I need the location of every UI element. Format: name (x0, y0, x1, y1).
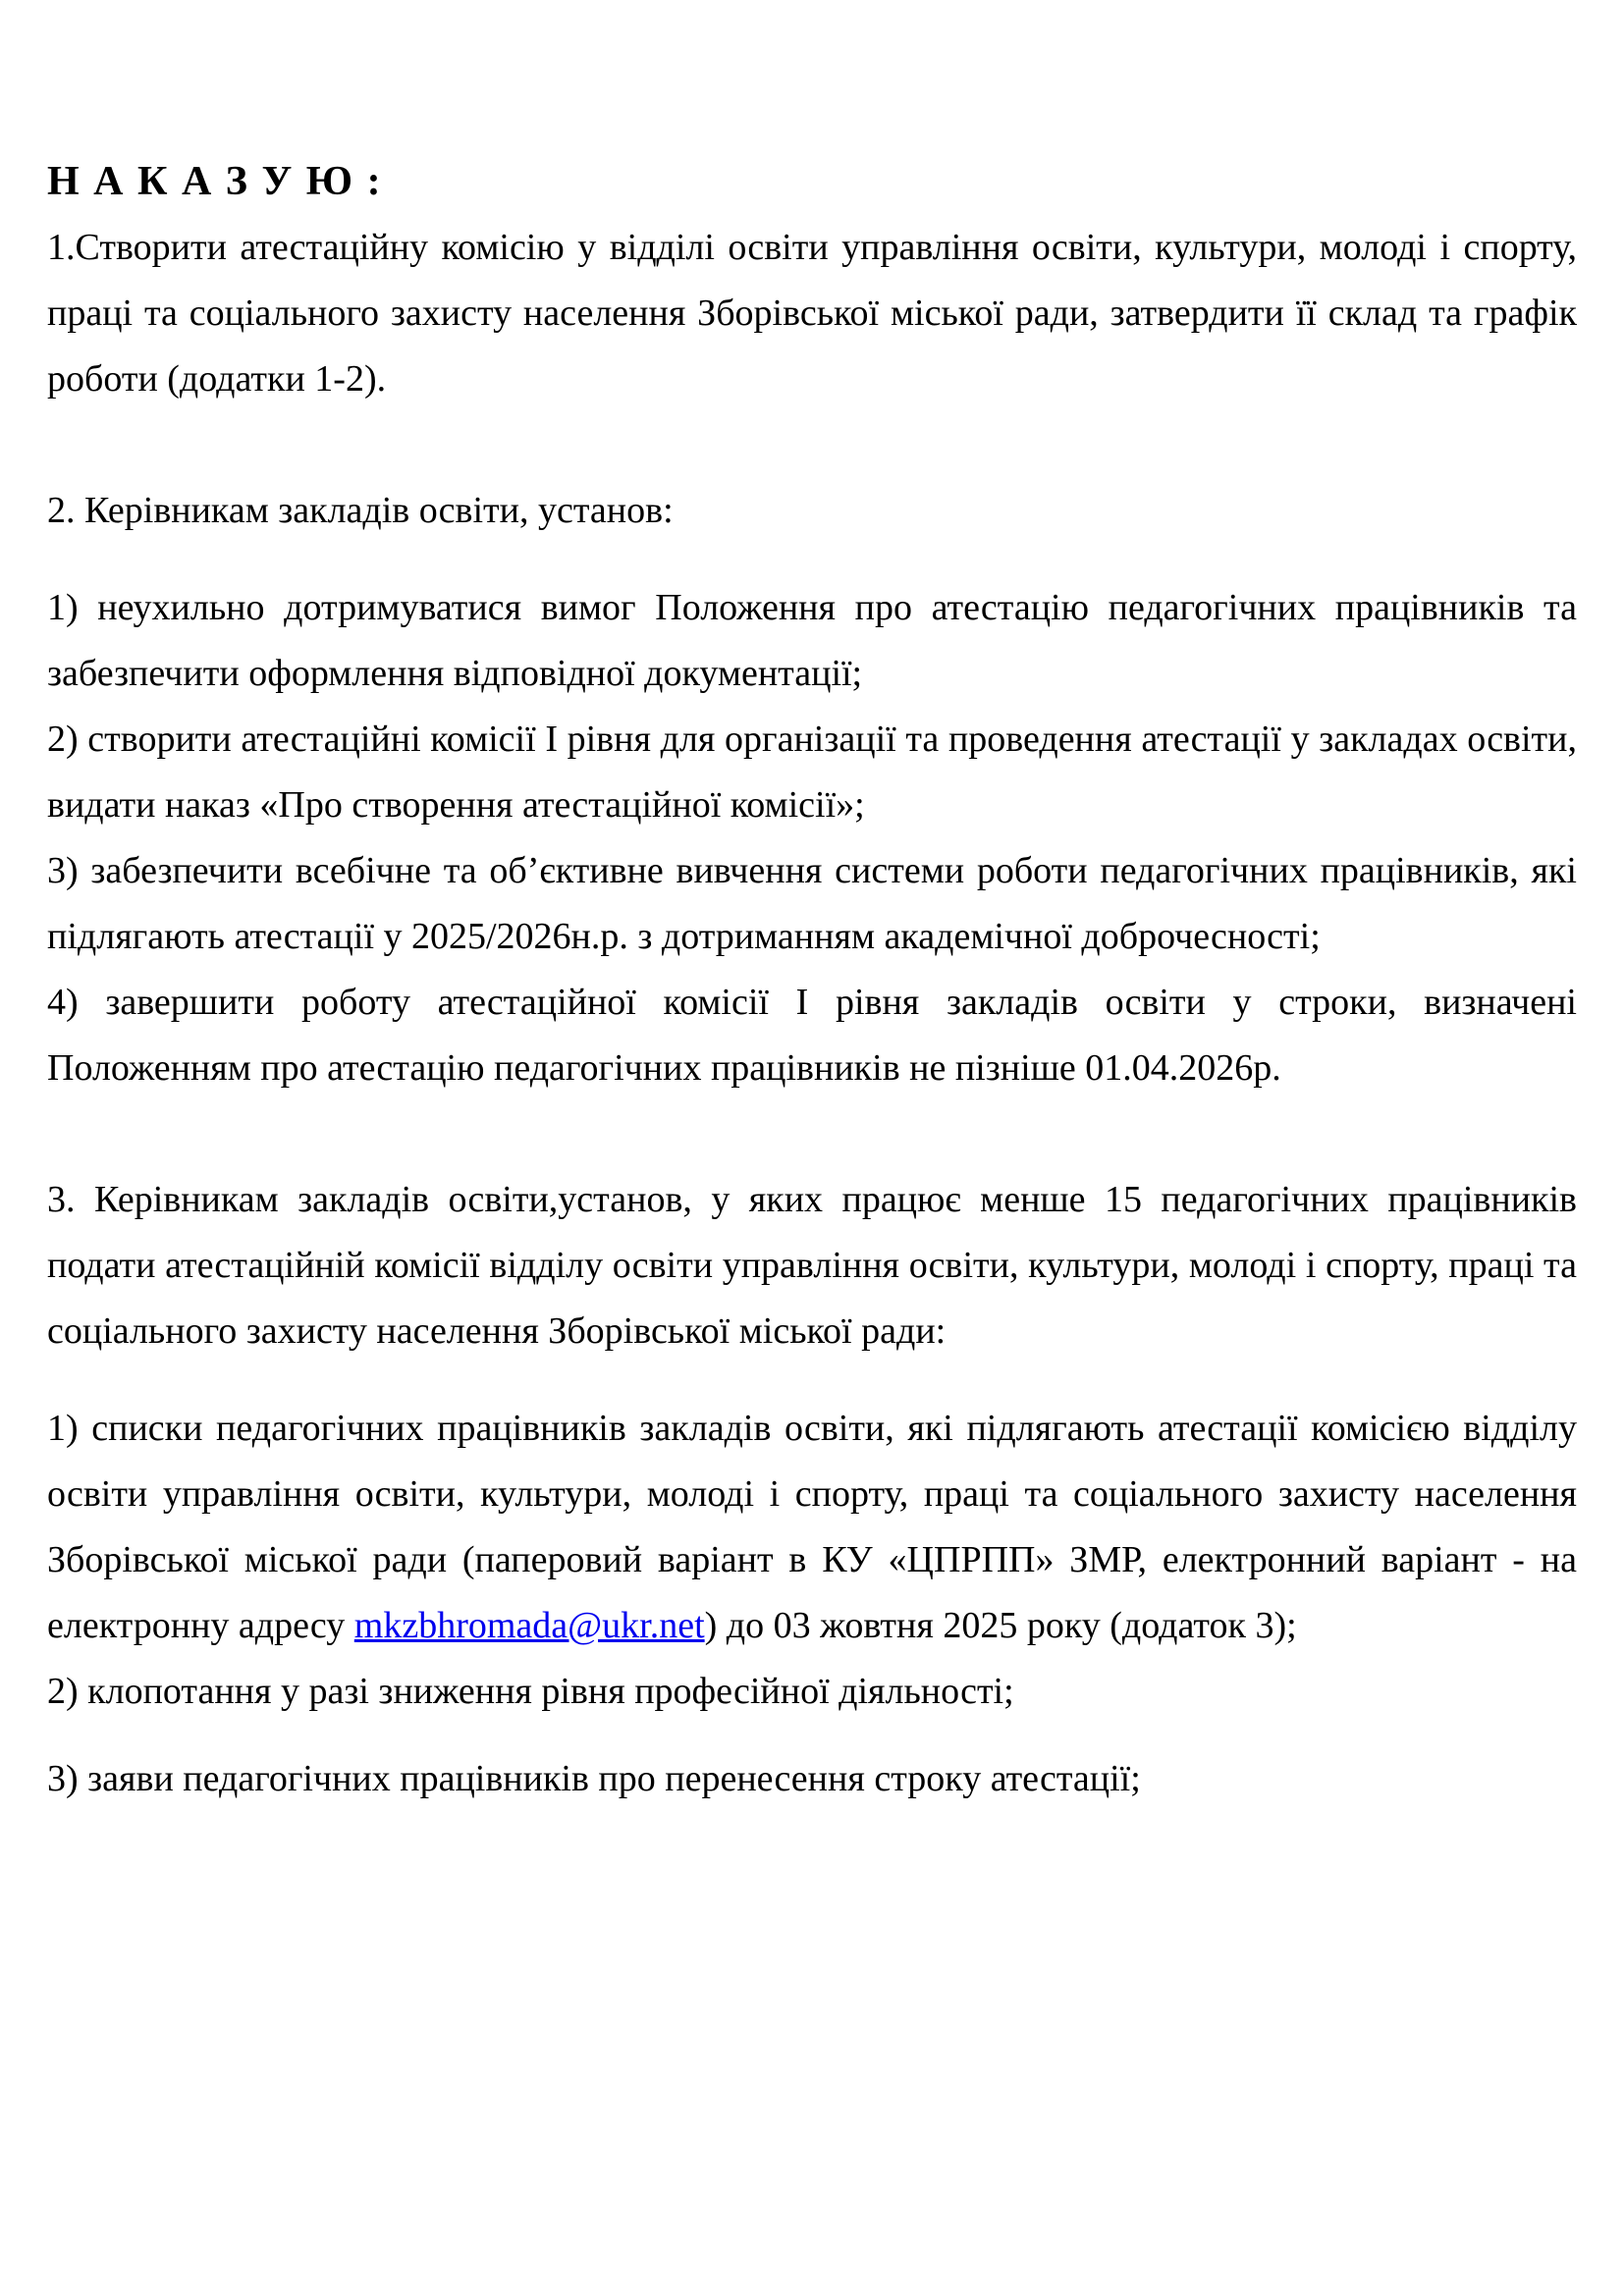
point-2-sub-1-follow-regulations: 1) неухильно дотримуватися вимог Положення про атестацію педагогічних працівників та забезпечити оформлення відповідної документації; (47, 587, 1577, 694)
point-3-sub-3-applications-postpone: 3) заяви педагогічних працівників про перенесення строку атестації; (47, 1758, 1141, 1799)
point-3-intro: 3. Керівникам закладів освіти,установ, у яких працює менше 15 педагогічних працівників подати атестаційній комісії відділу освіти управління освіти, культури, молоді і спорту, праці та соціального захисту населення Зборівської міської ради: (47, 1179, 1577, 1352)
point-3-sub-2-petitions: 2) клопотання у разі зниження рівня професійної діяльності; (47, 1671, 1014, 1712)
point-3-sub-1-submit-lists (47, 1396, 1577, 1659)
point-2-intro: 2. Керівникам закладів освіти, установ: (47, 490, 674, 531)
point-3-sub-1-text-after-link: ) до 03 жовтня 2025 року (додаток 3); (704, 1605, 1297, 1646)
point-2-sub-2-create-level1-commissions: 2) створити атестаційні комісії І рівня для організації та проведення атестації у закладах освіти, видати наказ «Про створення атестаційної комісії»; (47, 719, 1577, 826)
point-3-sub-1-text-before-link: 1) списки педагогічних працівників закладів освіти, які підлягають атестації комісією відділу освіти управління освіти, культури, молоді і спорту, праці та соціального захисту населення Зборівської міської ради (паперовий варіант в КУ «ЦПРПП» ЗМР, електронний варіант - на електронну адресу (47, 1408, 1577, 1646)
email-link[interactable]: mkzbhromada@ukr.net (353, 1605, 705, 1646)
point-2-sub-4-finish-by-deadline: 4) завершити роботу атестаційної комісії І рівня закладів освіти у строки, визначені Положенням про атестацію педагогічних працівників не пізніше 01.04.2026р. (47, 982, 1577, 1089)
point-1-create-commission: 1.Створити атестаційну комісію у відділі освіти управління освіти, культури, молоді і спорту, праці та соціального захисту населення Зборівської міської ради, затвердити її склад та графік роботи (додатки 1-2). (47, 227, 1577, 400)
decree-heading: Н А К А З У Ю : (47, 159, 383, 204)
point-2-sub-3-objective-review: 3) забезпечити всебічне та об’єктивне вивчення системи роботи педагогічних працівників, які підлягають атестації у 2025/2026н.р. з дотриманням академічної доброчесності; (47, 850, 1577, 957)
